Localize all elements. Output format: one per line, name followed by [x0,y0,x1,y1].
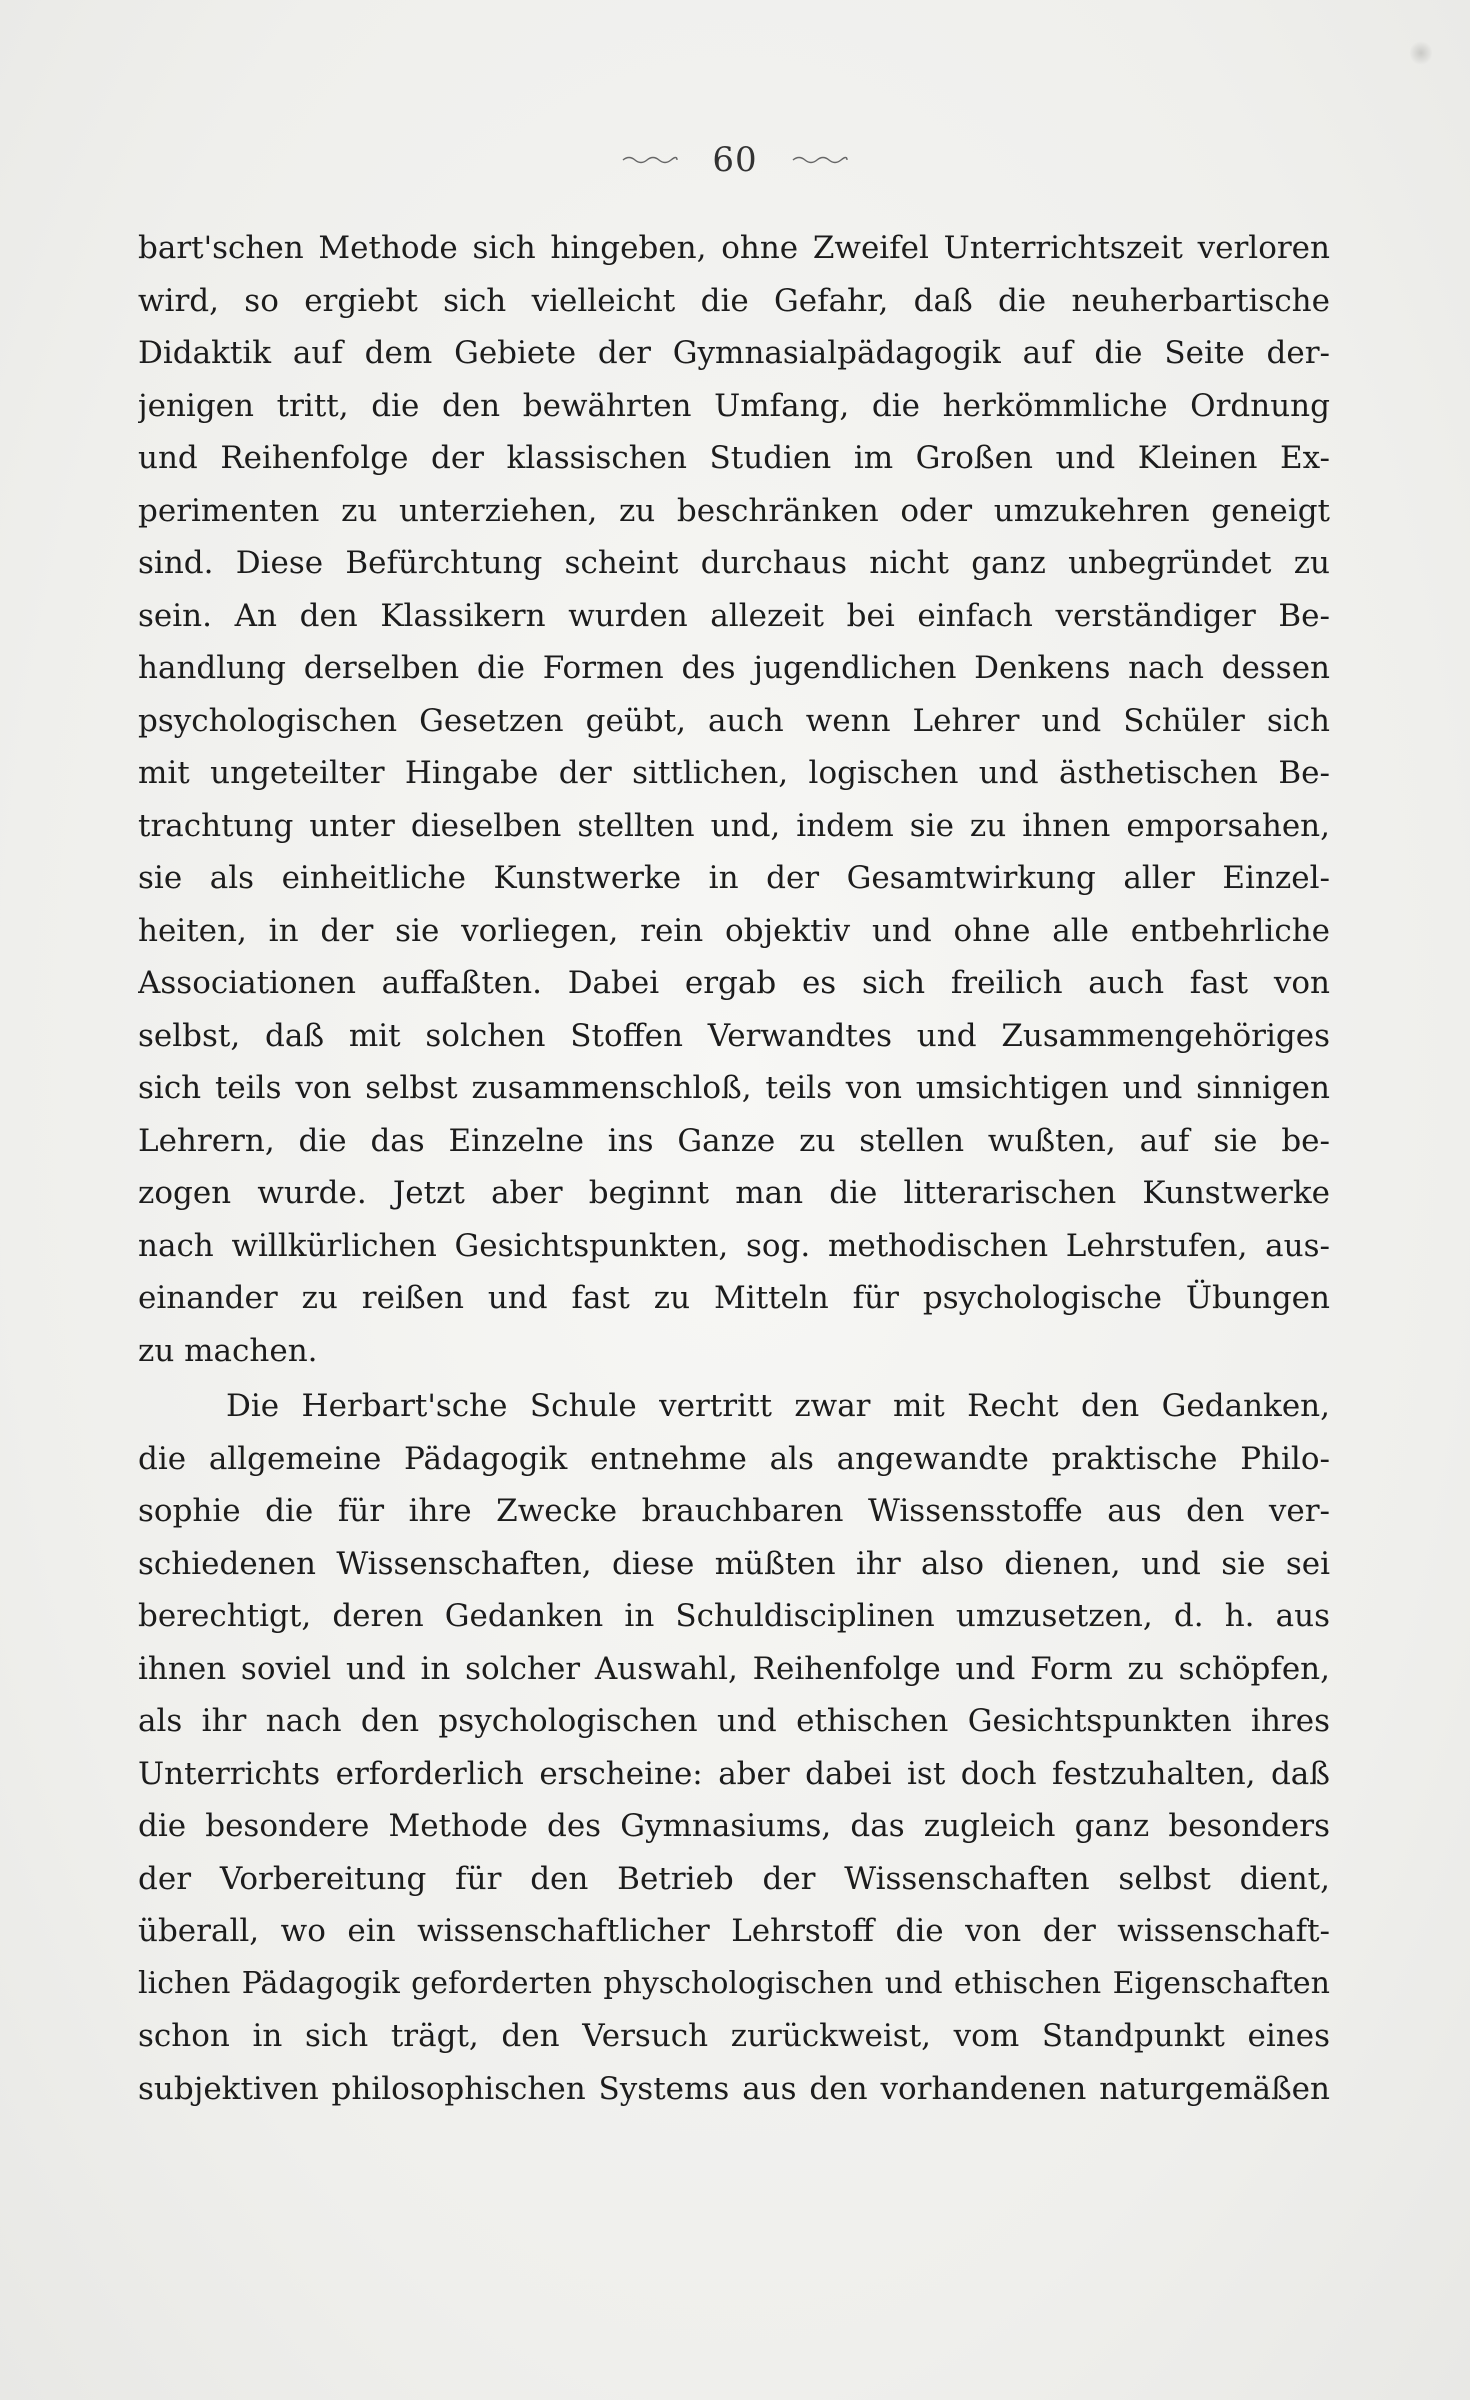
text-line: trachtung unter dieselben stellten und, indem sie zu ihnen emporsahen, [138,807,1330,844]
text-line: sophie die für ihre Zwecke brauchbaren Wissensstoffe aus den ver- [138,1493,1330,1529]
paper-speck [1410,40,1432,66]
text-line: psychologischen Gesetzen geübt, auch wenn Lehrer und Schüler sich [138,702,1330,739]
text-line: sein. An den Klassikern wurden allezeit bei einfach verständiger Be- [138,597,1330,634]
text-line: perimenten zu unterziehen, zu beschränken oder umzukehren geneigt [138,492,1330,529]
text-line: Lehrern, die das Einzelne ins Ganze zu stellen wußten, auf sie be- [138,1122,1330,1159]
text-line: Associationen auffaßten. Dabei ergab es sich freilich auch fast von [138,965,1330,1001]
text-line: jenigen tritt, die den bewährten Umfang, die herkömmliche Ordnung [138,387,1330,424]
text-line: Die Herbart'sche Schule vertritt zwar mit Recht den Gedanken, [226,1388,1330,1424]
text-line: ihnen soviel und in solcher Auswahl, Reihenfolge und Form zu schöpfen, [138,1650,1330,1687]
text-line: heiten, in der sie vorliegen, rein objektiv und ohne alle entbehrliche [138,912,1330,949]
text-line: der Vorbereitung für den Betrieb der Wissenschaften selbst dient, [138,1860,1330,1897]
text-line: als ihr nach den psychologischen und ethischen Gesichtspunkten ihres [138,1703,1330,1739]
text-line: bart'schen Methode sich hingeben, ohne Zweifel Unterrichtszeit verloren [138,230,1330,266]
text-line: Didaktik auf dem Gebiete der Gymnasialpädagogik auf die Seite der- [138,335,1330,371]
left-ornament-icon [621,155,679,165]
text-line: die allgemeine Pädagogik entnehme als angewandte praktische Philo- [138,1440,1330,1477]
text-line: überall, wo ein wissenschaftlicher Lehrstoff die von der wissenschaft- [138,1913,1330,1949]
body-text [138,222,1330,2115]
text-line: und Reihenfolge der klassischen Studien im Großen und Kleinen Ex- [138,440,1330,476]
text-line: zu machen. [138,1332,318,1369]
text-line: lichen Pädagogik geforderten physchologischen und ethischen Eigenschaften [138,1965,1330,2001]
text-line: schiedenen Wissenschaften, diese müßten ihr also dienen, und sie sei [138,1545,1330,1582]
text-line: berechtigt, deren Gedanken in Schuldisciplinen umzusetzen, d. h. aus [138,1598,1330,1634]
page-header [0,138,1470,180]
paragraph-2 [138,1380,1330,2115]
text-line: selbst, daß mit solchen Stoffen Verwandtes und Zusammengehöriges [138,1017,1330,1054]
text-line: handlung derselben die Formen des jugendlichen Denkens nach dessen [138,650,1330,686]
text-line: sind. Diese Befürchtung scheint durchaus nicht ganz unbegründet zu [138,545,1330,581]
text-line: sie als einheitliche Kunstwerke in der Gesamtwirkung aller Einzel- [138,860,1330,896]
text-line: nach willkürlichen Gesichtspunkten, sog. methodischen Lehrstufen, aus- [138,1227,1330,1264]
text-line: die besondere Methode des Gymnasiums, das zugleich ganz besonders [138,1808,1330,1844]
right-ornament-icon [791,155,849,165]
text-line: subjektiven philosophischen Systems aus den vorhandenen naturgemäßen [138,2070,1330,2107]
text-line: zogen wurde. Jetzt aber beginnt man die litterarischen Kunstwerke [138,1175,1330,1211]
text-line: mit ungeteilter Hingabe der sittlichen, logischen und ästhetischen Be- [138,755,1330,791]
text-line: schon in sich trägt, den Versuch zurückweist, vom Standpunkt eines [138,2018,1330,2054]
text-line: einander zu reißen und fast zu Mitteln für psychologische Übungen [138,1280,1330,1316]
page-number: 60 [712,140,758,180]
paragraph-1 [138,222,1330,1377]
text-line: wird, so ergiebt sich vielleicht die Gefahr, daß die neuherbartische [138,282,1330,319]
text-line: Unterrichts erforderlich erscheine: aber dabei ist doch festzuhalten, daß [138,1755,1330,1792]
text-line: sich teils von selbst zusammenschloß, teils von umsichtigen und sinnigen [138,1070,1330,1106]
